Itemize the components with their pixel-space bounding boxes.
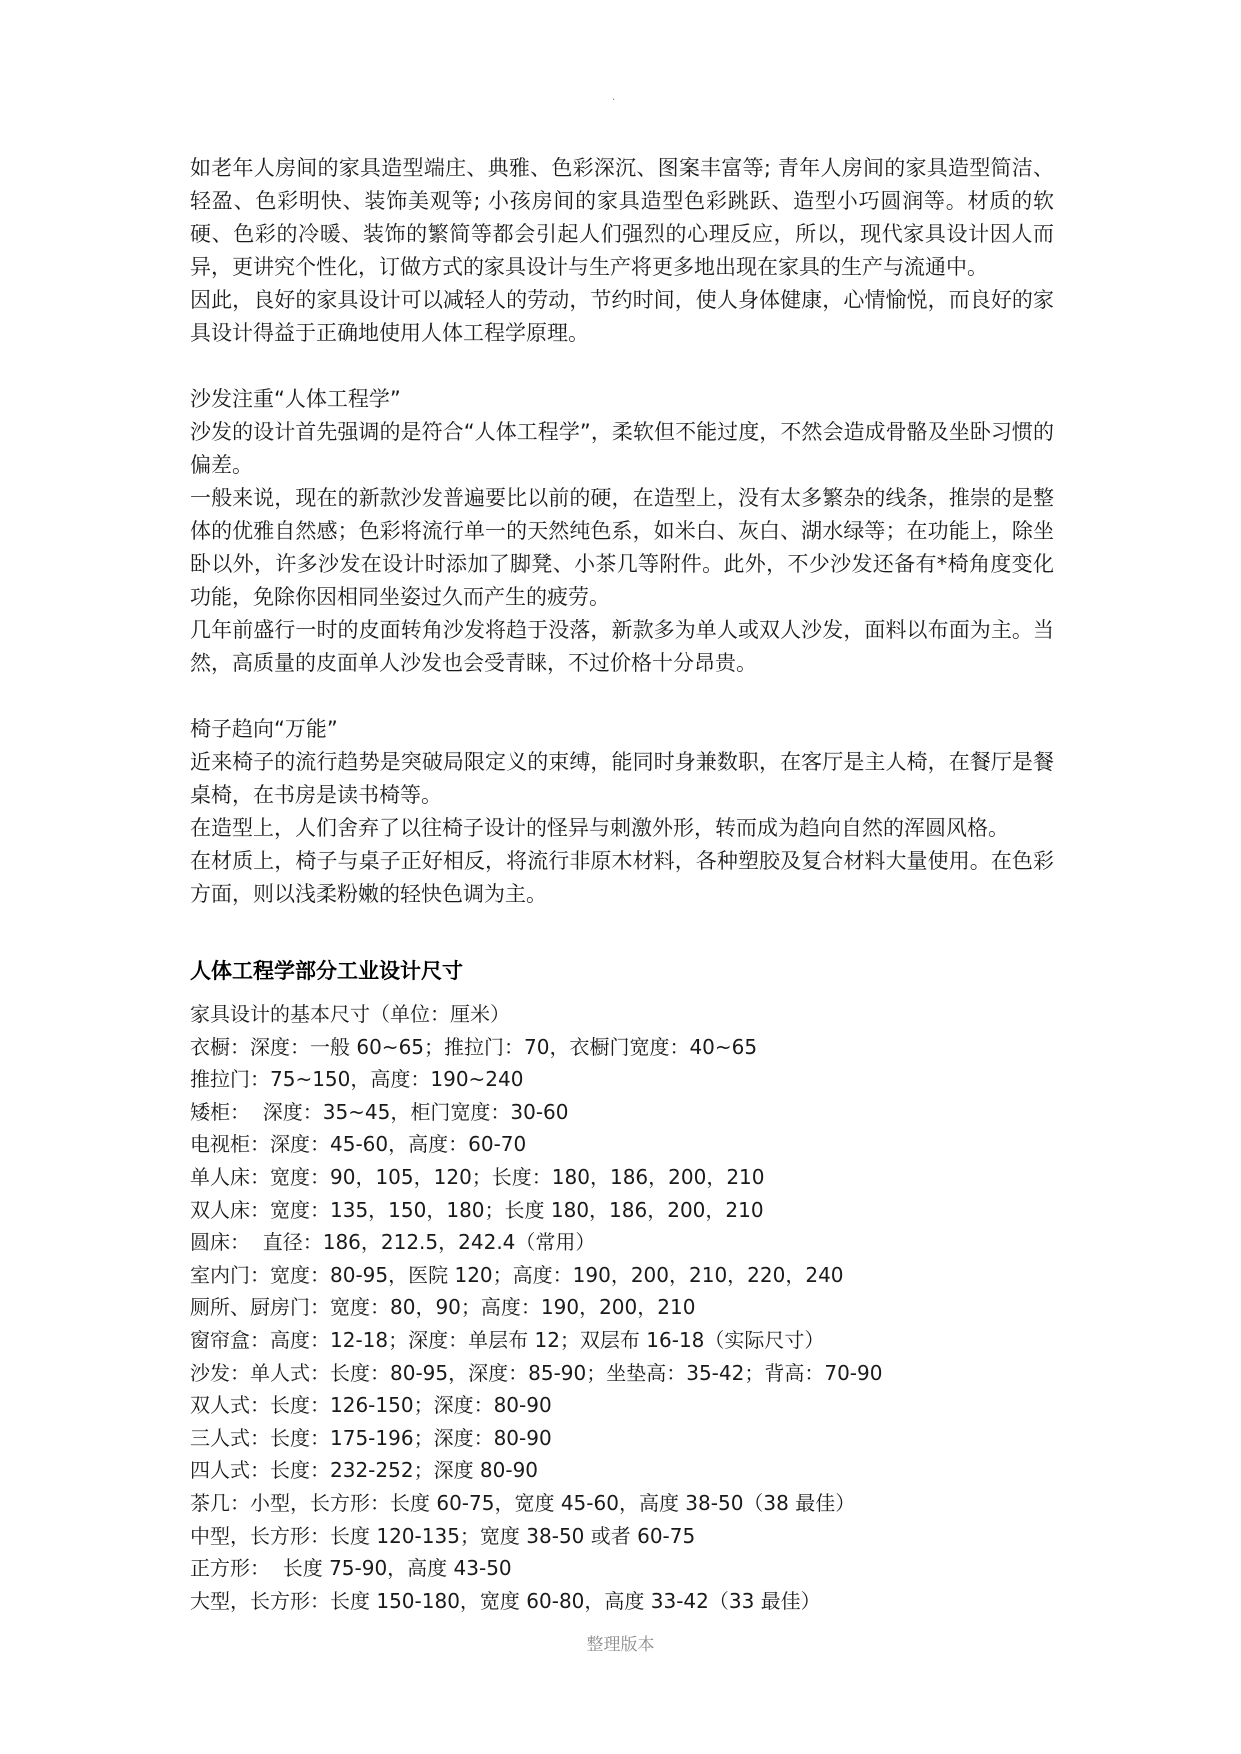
intro-paragraph-2: 因此，良好的家具设计可以减轻人的劳动，节约时间，使人身体健康，心情愉悦，而良好的家具设计得益于正确地使用人体工程学原理。 [190, 288, 1054, 345]
dimension-line: 圆床： 直径：186，212.5，242.4（常用） [190, 1230, 596, 1255]
dimension-line: 双人床：宽度：135，150，180；长度 180，186，200，210 [190, 1197, 764, 1222]
dimension-line: 大型，长方形：长度 150-180，宽度 60-80，高度 33-42（33 最佳） [190, 1588, 821, 1613]
dimension-line: 家具设计的基本尺寸（单位：厘米） [190, 1002, 510, 1026]
dimension-line: 厕所、厨房门：宽度：80，90；高度：190，200，210 [190, 1295, 696, 1320]
dimension-line: 四人式：长度：232-252；深度 80-90 [190, 1458, 539, 1483]
footer-label: 整理版本 [586, 1635, 655, 1655]
sofa-paragraph-3: 几年前盛行一时的皮面转角沙发将趋于没落，新款多为单人或双人沙发，面料以布面为主。当然，高质量的皮面单人沙发也会受青睐，不过价格十分昂贵。 [190, 618, 1054, 675]
sofa-paragraph-2: 一般来说，现在的新款沙发普遍要比以前的硬，在造型上，没有太多繁杂的线条，推崇的是整体的优雅自然感；色彩将流行单一的天然纯色系，如米白、灰白、湖水绿等；在功能上，除坐卧以外，许多沙发在设计时添加了脚凳、小茶几等附件。此外，不少沙发还备有*椅角度变化功能，免除你因相同坐姿过久而产生的疲劳。 [190, 486, 1054, 609]
dimension-line: 衣橱：深度：一般 60~65；推拉门：70，衣橱门宽度：40~65 [190, 1034, 758, 1059]
dimension-line: 矮柜： 深度：35~45，柜门宽度：30-60 [190, 1099, 569, 1124]
dimensions-heading: 人体工程学部分工业设计尺寸 [190, 959, 463, 983]
dimension-line: 推拉门：75~150，高度：190~240 [190, 1067, 524, 1092]
dimension-line: 茶几：小型，长方形：长度 60-75，宽度 45-60，高度 38-50（38 最佳） [190, 1490, 856, 1515]
chair-paragraph-3: 在材质上，椅子与桌子正好相反，将流行非原木材料，各种塑胶及复合材料大量使用。在色彩方面，则以浅柔粉嫩的轻快色调为主。 [190, 849, 1054, 906]
dimensions-list [190, 998, 1054, 1617]
chair-section-title: 椅子趋向“万能” [190, 717, 338, 741]
chair-paragraph-2: 在造型上，人们舍弃了以往椅子设计的怪异与刺激外形，转而成为趋向自然的浑圆风格。 [190, 816, 1009, 840]
sofa-section-title: 沙发注重“人体工程学” [190, 387, 401, 411]
intro-paragraph-1: 如老年人房间的家具造型端庄、典雅、色彩深沉、图案丰富等; 青年人房间的家具造型简洁、轻盈、色彩明快、装饰美观等; 小孩房间的家具造型色彩跳跃、造型小巧圆润等。材质的软硬、色彩的冷暖、装饰的繁简等都会引起人们强烈的心理反应，所以，现代家具设计因人而异，更讲究个性化，订做方式的家具设计与生产将更多地出现在家具的生产与流通中。 [190, 156, 1054, 279]
dimension-line: 三人式：长度：175-196；深度：80-90 [190, 1425, 552, 1450]
header-mark: . [612, 92, 616, 103]
dimension-line: 双人式：长度：126-150；深度：80-90 [190, 1393, 552, 1418]
dimension-line: 沙发：单人式：长度：80-95，深度：85-90；坐垫高：35-42；背高：70-90 [190, 1360, 883, 1385]
dimension-line: 单人床：宽度：90，105，120；长度：180，186，200，210 [190, 1164, 765, 1189]
dimension-line: 正方形： 长度 75-90，高度 43-50 [190, 1556, 512, 1581]
chair-paragraph-1: 近来椅子的流行趋势是突破局限定义的束缚，能同时身兼数职，在客厅是主人椅，在餐厅是餐桌椅，在书房是读书椅等。 [190, 750, 1054, 807]
dimension-line: 窗帘盒：高度：12-18；深度：单层布 12；双层布 16-18（实际尺寸） [190, 1327, 825, 1352]
sofa-paragraph-1: 沙发的设计首先强调的是符合“人体工程学”，柔软但不能过度，不然会造成骨骼及坐卧习惯的偏差。 [190, 420, 1054, 477]
document-body [190, 152, 1054, 1617]
dimension-line: 中型，长方形：长度 120-135；宽度 38-50 或者 60-75 [190, 1523, 696, 1548]
dimension-line: 电视柜：深度：45-60，高度：60-70 [190, 1132, 527, 1157]
dimension-line: 室内门：宽度：80-95，医院 120；高度：190，200，210，220，240 [190, 1262, 844, 1287]
